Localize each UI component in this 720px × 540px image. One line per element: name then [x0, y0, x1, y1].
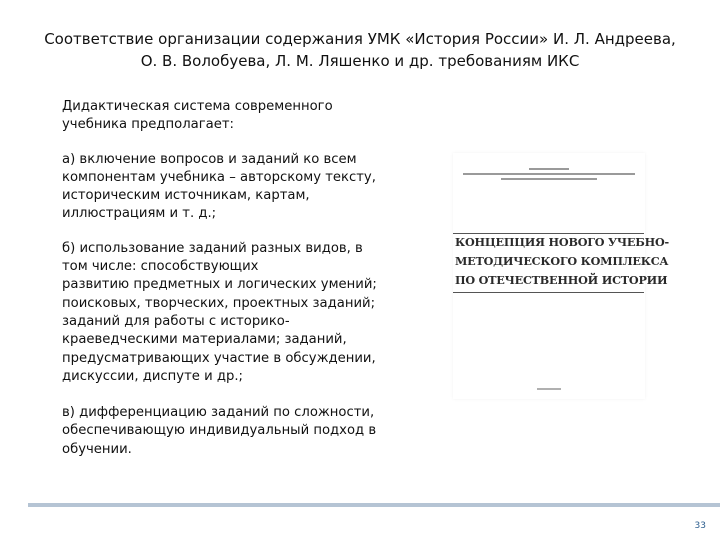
intro-line: учебника предполагает:	[62, 117, 234, 133]
point-b-line: поисковых, творческих, проектных заданий;	[62, 295, 376, 311]
document-cover-image	[453, 153, 669, 399]
point-c-paragraph	[62, 404, 392, 459]
body-text	[62, 98, 392, 459]
slide-title-line-2: О. В. Волобуева, Л. М. Ляшенко и др. требованиям ИКС	[140, 52, 580, 70]
point-c-line: в) дифференциацию заданий по сложности,	[62, 405, 375, 421]
point-b-line: б) использование заданий разных видов, в	[62, 240, 363, 256]
point-b-line: краеведческими материалами; заданий,	[62, 332, 347, 348]
cover-fineprint-lines	[453, 168, 645, 194]
cover-header-fineprint	[453, 168, 645, 196]
page-number: 33	[694, 521, 706, 531]
point-b-line: развитию предметных и логических умений;	[62, 277, 377, 293]
intro-paragraph	[62, 98, 392, 135]
slide-title	[10, 28, 710, 72]
point-a-line: историческим источникам, картам,	[62, 188, 310, 204]
cover-footer-line	[453, 387, 645, 391]
footer-rule	[28, 503, 720, 507]
cover-title-line: ПО ОТЕЧЕСТВЕННОЙ ИСТОРИИ	[455, 273, 668, 287]
point-a-line: компонентам учебника – авторскому тексту,	[62, 169, 376, 185]
cover-title-line: МЕТОДИЧЕСКОГО КОМПЛЕКСА	[455, 254, 669, 268]
cover-footer-fineprint	[453, 387, 645, 392]
point-c-line: обеспечивающую индивидуальный подход в	[62, 423, 377, 439]
point-a-paragraph	[62, 151, 392, 224]
point-b-line: заданий для работы с историко-	[62, 313, 290, 329]
cover-title-line: КОНЦЕПЦИЯ НОВОГО УЧЕБНО-	[455, 235, 669, 249]
point-a-line: иллюстрациям и т. д.;	[62, 206, 217, 222]
point-a-line: а) включение вопросов и заданий ко всем	[62, 151, 357, 167]
point-c-line: обучении.	[62, 441, 132, 457]
point-b-paragraph	[62, 240, 392, 386]
point-b-line: предусматривающих участие в обсуждении,	[62, 350, 376, 366]
slide-title-line-1: Соответствие организации содержания УМК «История России» И. Л. Андреева,	[44, 30, 676, 48]
point-b-line: дискуссии, диспуте и др.;	[62, 368, 243, 384]
cover-title	[453, 233, 669, 290]
intro-line: Дидактическая система современного	[62, 99, 333, 114]
point-b-line: том числе: способствующих	[62, 259, 259, 275]
